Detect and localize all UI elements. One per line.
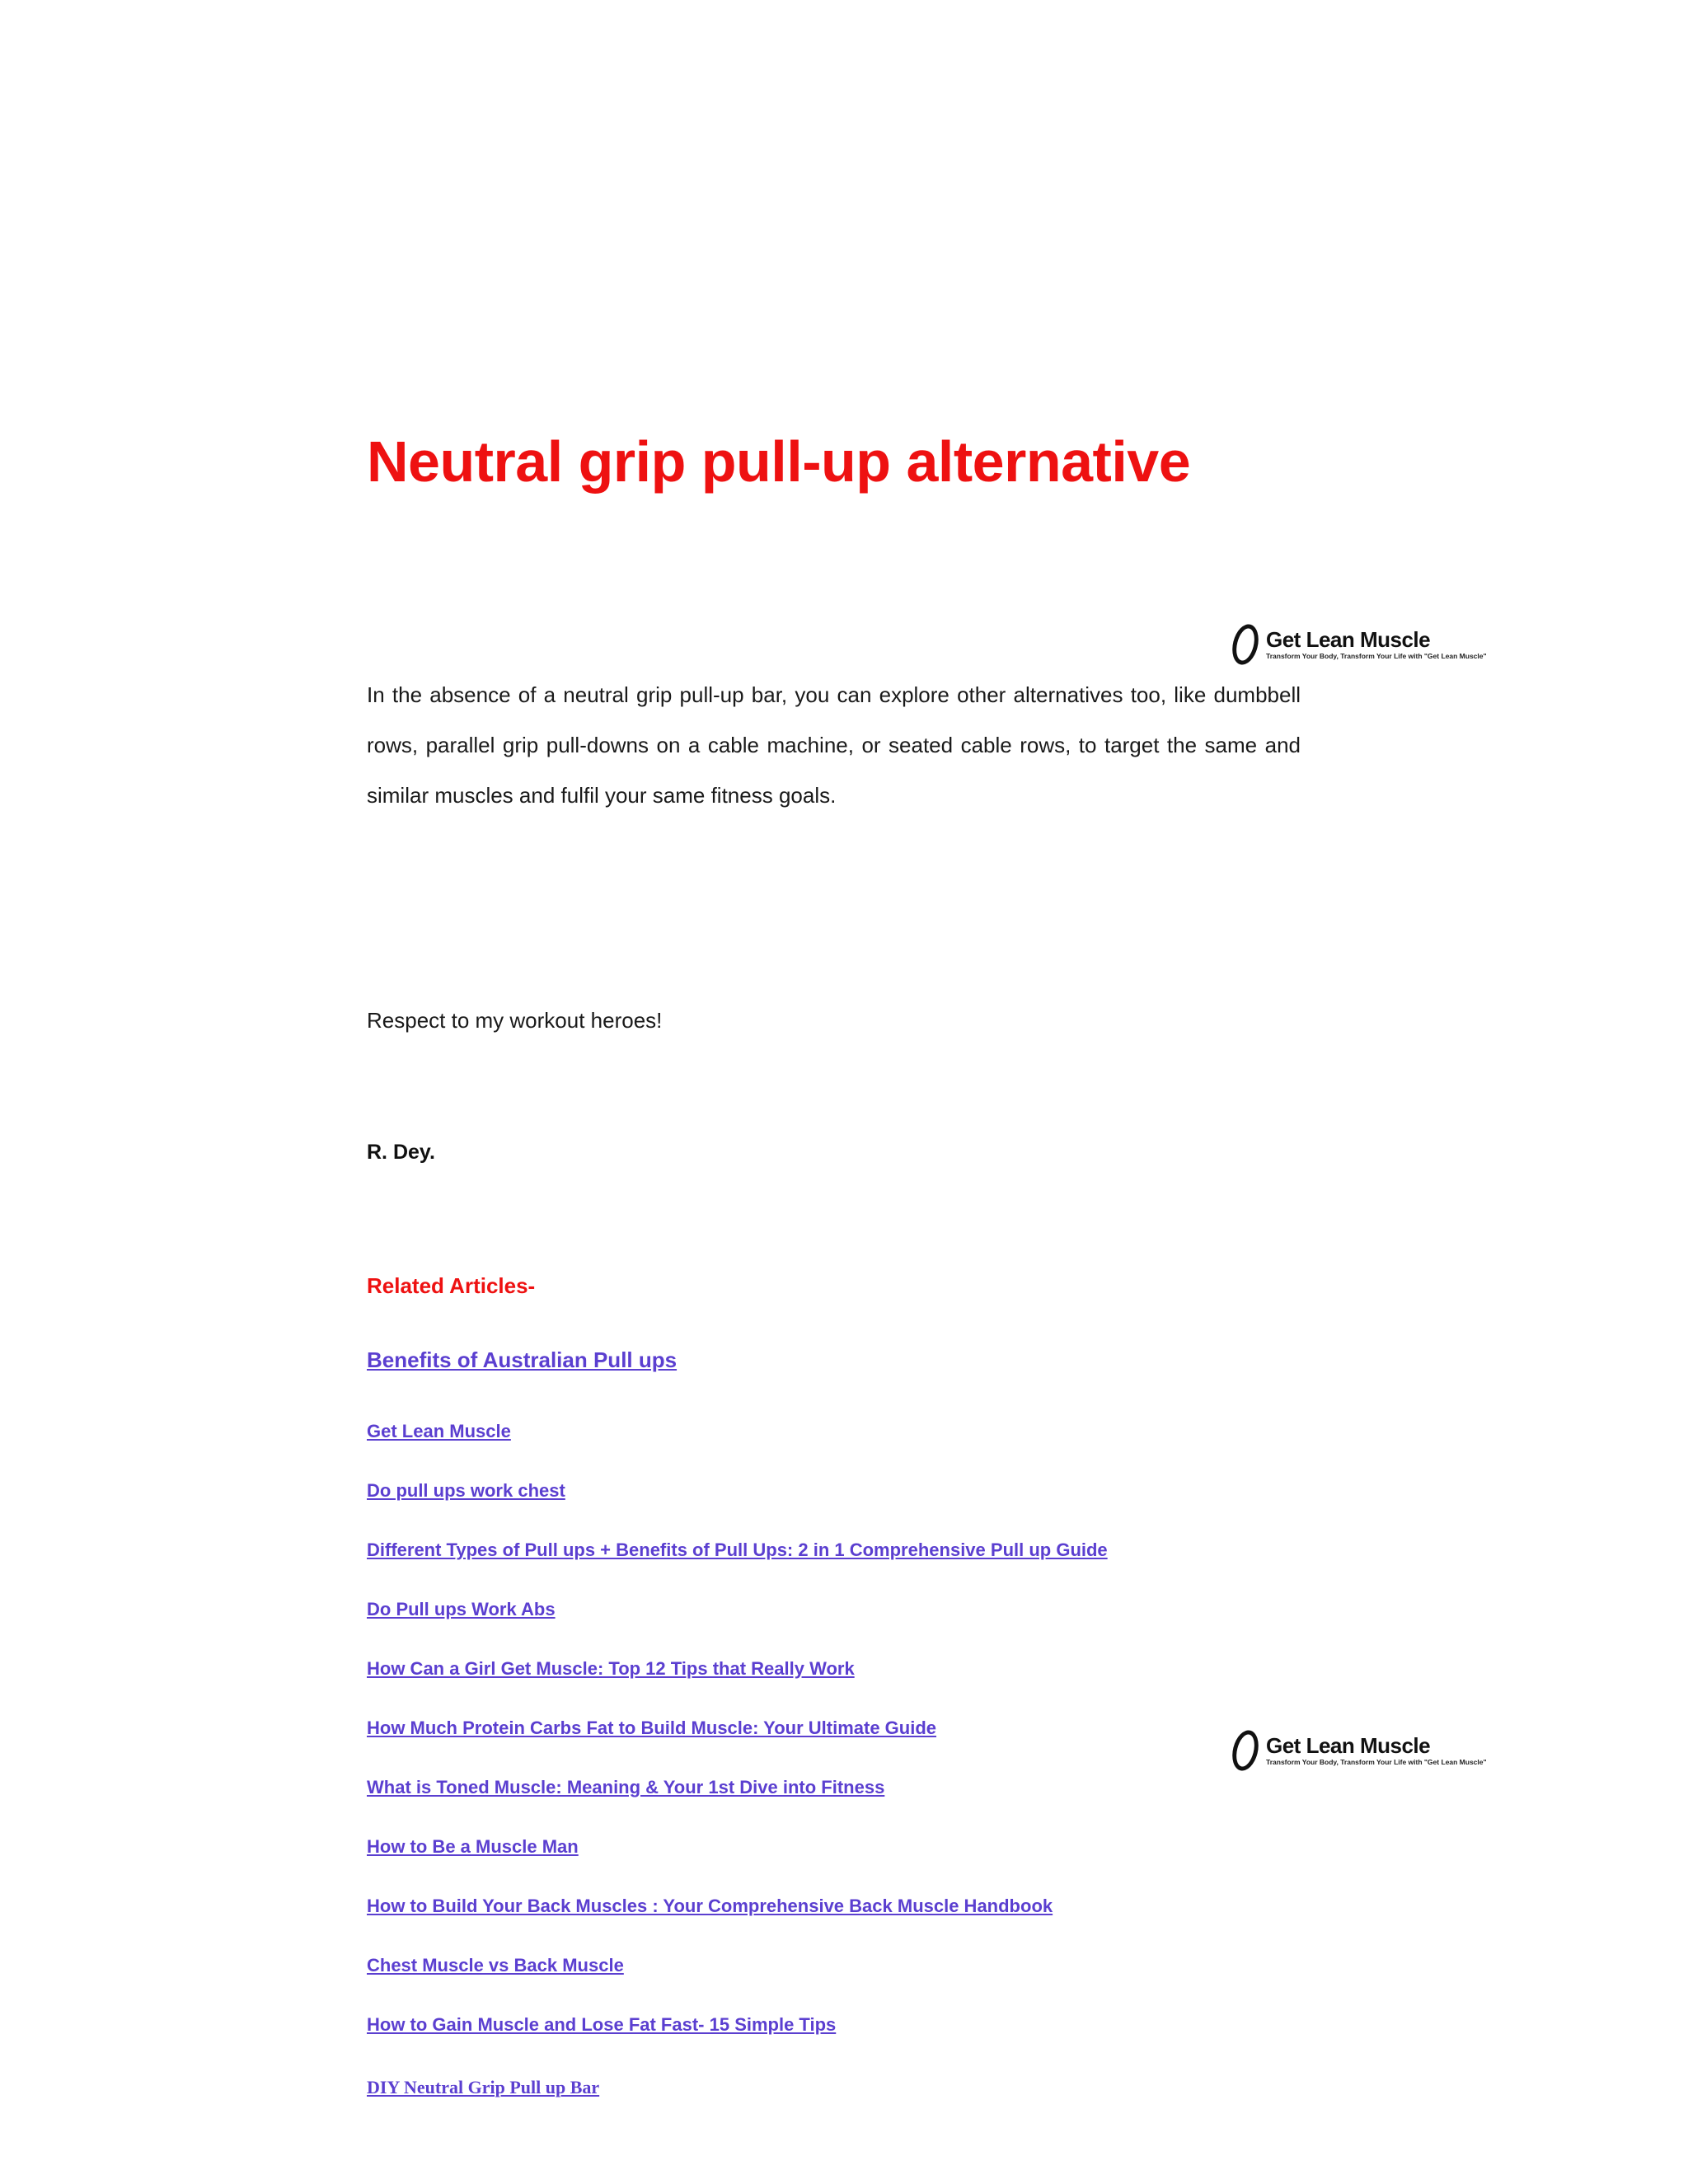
related-link[interactable]: Do pull ups work chest bbox=[367, 1480, 565, 1501]
related-link[interactable]: Chest Muscle vs Back Muscle bbox=[367, 1955, 624, 1975]
related-link[interactable]: What is Toned Muscle: Meaning & Your 1st Dive into Fitness bbox=[367, 1777, 885, 1797]
logo-tagline: Transform Your Body, Transform Your Life with "Get Lean Muscle" bbox=[1266, 1758, 1487, 1767]
related-link[interactable]: How to Gain Muscle and Lose Fat Fast- 15 Simple Tips bbox=[367, 2014, 837, 2035]
respect-line: Respect to my workout heroes! bbox=[367, 1008, 663, 1033]
list-item bbox=[367, 2014, 1108, 2074]
list-item bbox=[367, 1658, 1108, 1718]
list-item bbox=[367, 1540, 1108, 1599]
related-link[interactable]: Do Pull ups Work Abs bbox=[367, 1599, 556, 1619]
logo-get-lean-muscle bbox=[1233, 620, 1538, 669]
related-link[interactable]: How to Build Your Back Muscles : Your Comprehensive Back Muscle Handbook bbox=[367, 1896, 1053, 1916]
logo-ring-icon bbox=[1228, 1727, 1262, 1774]
related-link[interactable]: How to Be a Muscle Man bbox=[367, 1836, 579, 1857]
related-articles-list bbox=[367, 1421, 1108, 2074]
related-link[interactable]: How Much Protein Carbs Fat to Build Muscle: Your Ultimate Guide bbox=[367, 1718, 937, 1738]
logo-name: Get Lean Muscle bbox=[1266, 627, 1431, 653]
intro-paragraph: In the absence of a neutral grip pull-up bar, you can explore other alternatives too, like dumbbell rows, parallel grip pull-downs on a cable machine, or seated cable rows, to target the same and similar muscles and fulfil your same fitness goals. bbox=[367, 682, 1301, 808]
list-item bbox=[367, 1421, 1108, 1480]
related-link[interactable]: Get Lean Muscle bbox=[367, 1421, 511, 1441]
list-item bbox=[367, 1955, 1108, 2014]
related-link-diy-neutral-grip-bar[interactable]: DIY Neutral Grip Pull up Bar bbox=[367, 2077, 600, 2097]
list-item bbox=[367, 1480, 1108, 1540]
related-link[interactable]: Different Types of Pull ups + Benefits of Pull Ups: 2 in 1 Comprehensive Pull up Guide bbox=[367, 1540, 1108, 1560]
logo-tagline: Transform Your Body, Transform Your Life with "Get Lean Muscle" bbox=[1266, 652, 1487, 661]
logo-get-lean-muscle-secondary bbox=[1233, 1726, 1538, 1775]
list-item bbox=[367, 1599, 1108, 1658]
page-title: Neutral grip pull-up alternative bbox=[367, 429, 1191, 494]
logo-name: Get Lean Muscle bbox=[1266, 1733, 1431, 1759]
related-link[interactable]: How Can a Girl Get Muscle: Top 12 Tips that Really Work bbox=[367, 1658, 855, 1679]
list-item bbox=[367, 1836, 1108, 1896]
logo-ring-icon bbox=[1228, 621, 1262, 668]
related-articles-heading: Related Articles- bbox=[367, 1273, 536, 1298]
related-link-australian-pull-ups[interactable]: Benefits of Australian Pull ups bbox=[367, 1347, 678, 1372]
list-item bbox=[367, 1896, 1108, 1955]
list-item bbox=[367, 1777, 1108, 1836]
list-item bbox=[367, 1718, 1108, 1777]
author-signature: R. Dey. bbox=[367, 1141, 435, 1164]
